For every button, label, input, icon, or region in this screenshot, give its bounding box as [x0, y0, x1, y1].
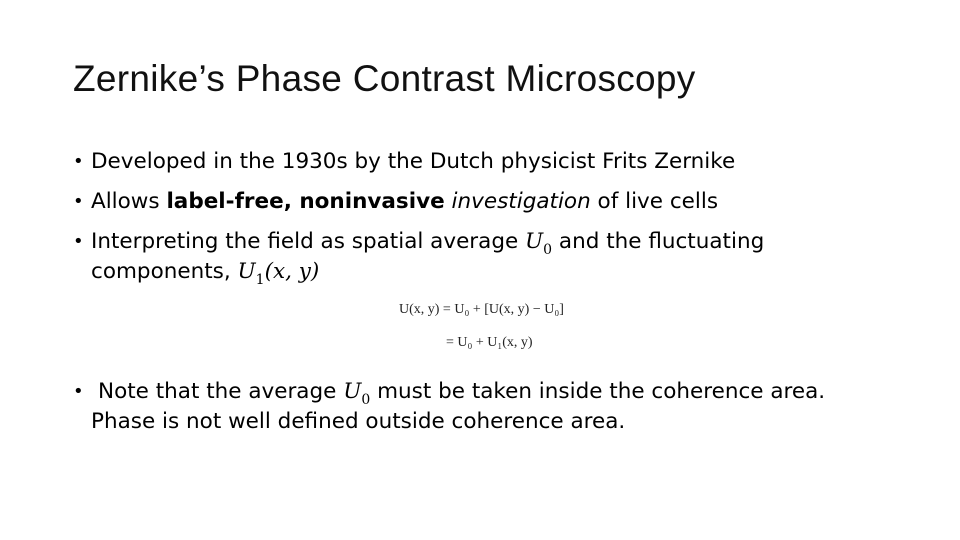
bullet-text-line1: [91, 227, 764, 259]
math-u0: [343, 379, 371, 408]
bullet-text-plain: and the fluctuating: [552, 229, 765, 254]
bullet-text-bold: label-free, noninvasive: [166, 189, 445, 214]
bullet-text-plain: must be taken inside the coherence area.: [370, 379, 826, 404]
math-subscript: 1: [255, 272, 265, 288]
math-u0: [525, 229, 553, 258]
bullet-dot-icon: •: [73, 231, 84, 252]
bullet-text-line2: Phase is not well defined outside coherence area.: [91, 409, 626, 434]
bullet-text-line2: [91, 257, 319, 289]
math-symbol: U: [525, 229, 544, 254]
bullet-text-plain: of live cells: [590, 189, 719, 214]
math-symbol: U: [343, 379, 362, 404]
equation-line-2: = U₀ + U₁(x, y): [446, 335, 533, 350]
slide-title: Zernike’s Phase Contrast Microscopy: [73, 58, 696, 99]
math-args: (x, y): [264, 259, 320, 284]
math-subscript: 0: [361, 392, 371, 408]
math-subscript: 0: [543, 242, 553, 258]
bullet-text: Developed in the 1930s by the Dutch physicist Frits Zernike: [91, 149, 736, 174]
equation-line-1: U(x, y) = U₀ + [U(x, y) − U₀]: [399, 302, 564, 317]
bullet-dot-icon: •: [73, 381, 84, 402]
bullet-text-italic: investigation: [451, 189, 591, 214]
bullet-text-plain: components,: [91, 259, 238, 284]
math-symbol: U: [237, 259, 256, 284]
bullet-dot-icon: •: [73, 191, 84, 212]
math-u1: [237, 259, 320, 288]
bullet-text: [91, 187, 718, 217]
bullet-text-plain: Allows: [91, 189, 167, 214]
bullet-dot-icon: •: [73, 151, 84, 172]
bullet-text-plain: Interpreting the field as spatial average: [91, 229, 526, 254]
bullet-text-line1: [98, 377, 825, 409]
bullet-text-plain: Note that the average: [98, 379, 344, 404]
